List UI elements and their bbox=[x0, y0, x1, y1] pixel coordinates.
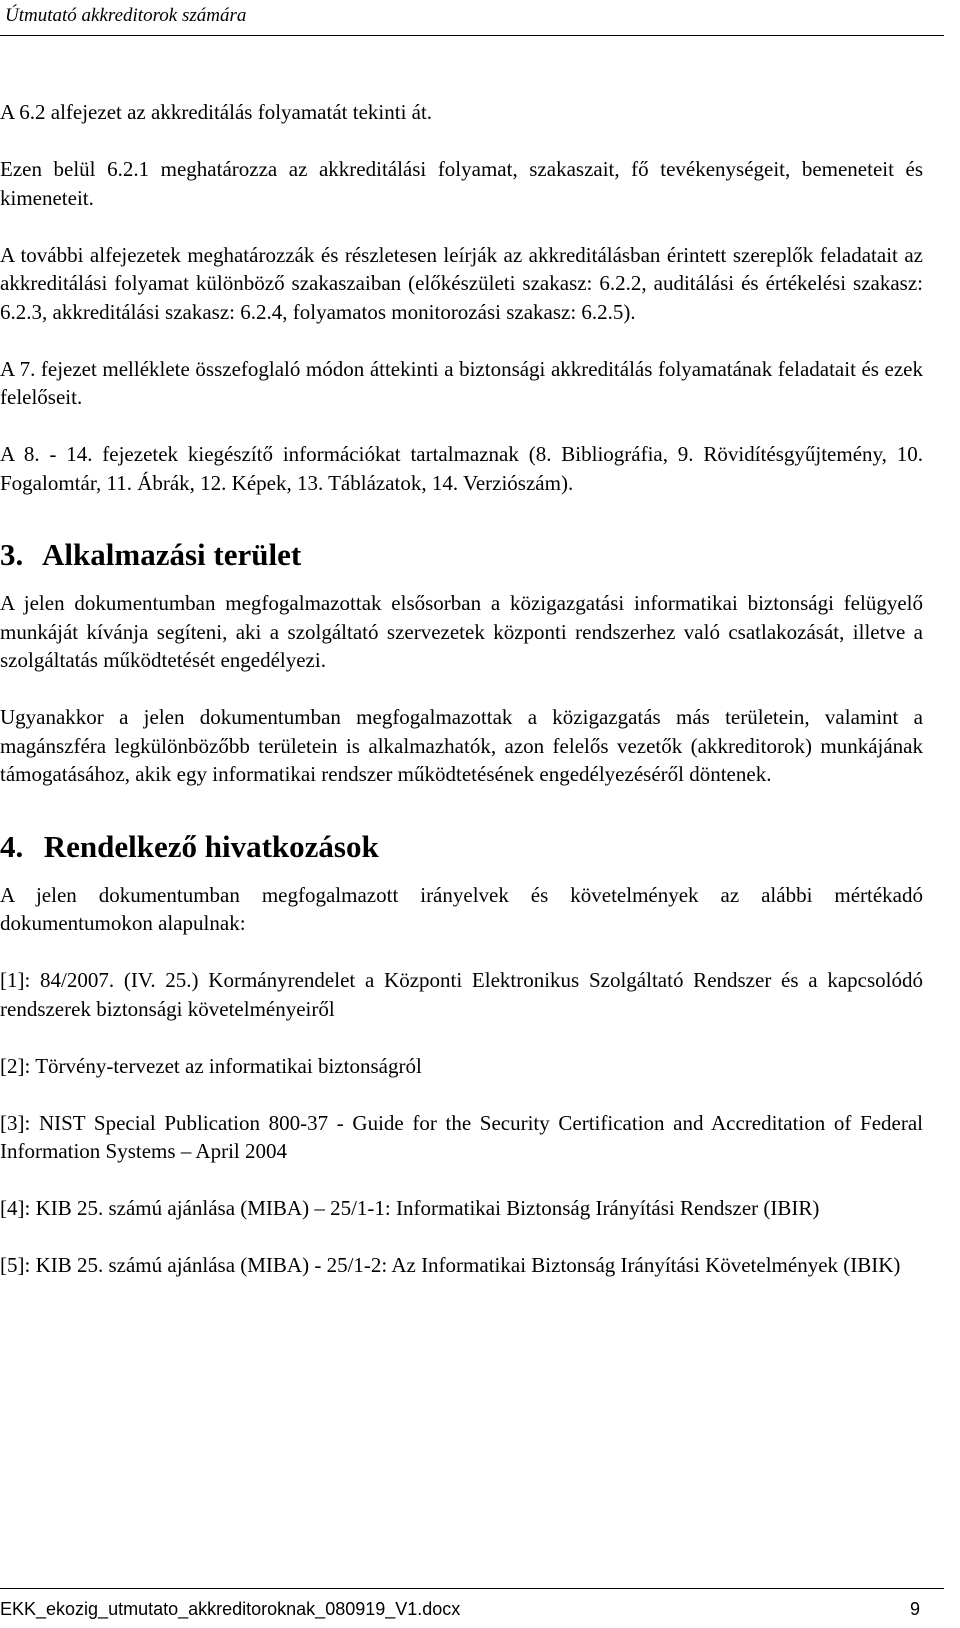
reference-item: [1]: 84/2007. (IV. 25.) Kormányrendelet a Központi Elektronikus Szolgáltató Rendszer és a kapcsolódó rendszerek biztonsági követelményeiről bbox=[0, 968, 923, 1021]
paragraph: A 6.2 alfejezet az akkreditálás folyamatát tekinti át. bbox=[0, 100, 433, 124]
header-rule bbox=[0, 35, 944, 36]
section-number: 3. bbox=[0, 537, 24, 572]
reference-item: [4]: KIB 25. számú ajánlása (MIBA) – 25/1-1: Informatikai Biztonság Irányítási Rendszer (IBIR) bbox=[0, 1196, 820, 1220]
section-title: Rendelkező hivatkozások bbox=[43, 828, 379, 864]
paragraph: Ugyanakkor a jelen dokumentumban megfogalmazottak a közigazgatás más területein, valamint a magánszféra legkülönbözőbb területein is alkalmazhatók, azon felelős vezetők (akkreditorok) munkájának támogatásához, akik egy informatikai rendszer működtetésének engedélyezéséről döntenek. bbox=[0, 705, 923, 786]
paragraph: A 7. fejezet melléklete összefoglaló módon áttekinti a biztonsági akkreditálás folyamatának feladatait és ezek felelőseit. bbox=[0, 356, 923, 409]
reference-item: [3]: NIST Special Publication 800-37 - Guide for the Security Certification and Accreditation of Federal Information Systems – April 2004 bbox=[0, 1110, 923, 1163]
section-number: 4. bbox=[0, 828, 24, 864]
section-title: Alkalmazási terület bbox=[42, 537, 302, 572]
paragraph: A jelen dokumentumban megfogalmazottak elsősorban a közigazgatási informatikai biztonsági felügyelő munkáját kívánja segíteni, aki a szolgáltató szervezetek központi rendszerhez való csatlakozását, illetve a szolgáltatás működtetését engedélyezi. bbox=[0, 591, 923, 672]
paragraph: A 8. - 14. fejezetek kiegészítő információkat tartalmaznak (8. Bibliográfia, 9. Rövidítésgyűjtemény, 10. Fogalomtár, 11. Ábrák, 12. Képek, 13. Táblázatok, 14. Verziószám). bbox=[0, 442, 923, 495]
reference-item: [5]: KIB 25. számú ajánlása (MIBA) - 25/1-2: Az Informatikai Biztonság Irányítási Követelmények (IBIK) bbox=[0, 1253, 901, 1277]
section-heading-4 bbox=[0, 827, 923, 867]
paragraph: A további alfejezetek meghatározzák és részletesen leírják az akkreditálásban érintett szereplők feladatait az akkreditálási folyamat különböző szakaszaiban (előkészületi szakasz: 6.2.2, auditálási és értékelési szakasz: 6.2.3, akkreditálási szakasz: 6.2.4, folyamatos monitorozási szakasz: 6.2.5). bbox=[0, 242, 923, 324]
reference-item: [2]: Törvény-tervezet az informatikai biztonságról bbox=[0, 1053, 422, 1078]
paragraph: A jelen dokumentumban megfogalmazott irányelvek és követelmények az alábbi mértékadó dokumentumokon alapulnak: bbox=[0, 882, 923, 935]
document-body bbox=[0, 98, 923, 1308]
page-number: 9 bbox=[909, 1599, 920, 1619]
header-title: Útmutató akkreditorok számára bbox=[5, 5, 247, 26]
footer-rule bbox=[0, 1588, 944, 1589]
section-heading-3 bbox=[0, 535, 923, 575]
footer-filename: EKK_ekozig_utmutato_akkreditoroknak_080919_V1.docx bbox=[0, 1599, 461, 1619]
paragraph: Ezen belül 6.2.1 meghatározza az akkreditálási folyamat, szakaszait, fő tevékenységeit, bemeneteit és kimeneteit. bbox=[0, 157, 923, 210]
